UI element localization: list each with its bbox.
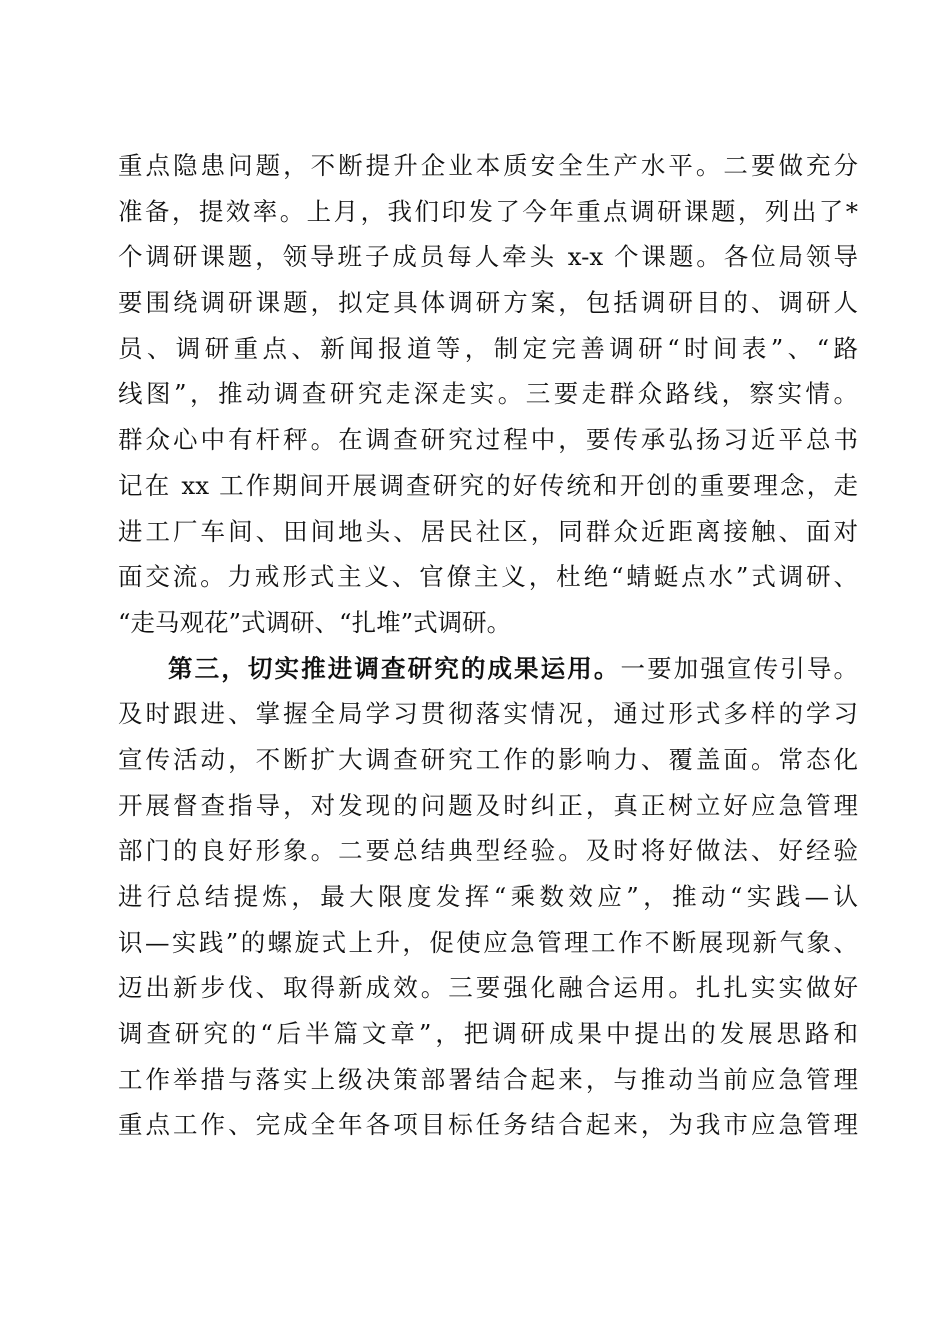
text-line: 群众心中有杆秤。在调查研究过程中，要传承弘扬习近平总书 [118,425,858,455]
paragraph-2 [118,646,858,1149]
heading-line-rest: 一要加强宣传引导。 [620,653,858,683]
text-line: 迈出新步伐、取得新成效。三要强化融合运用。扎扎实实做好 [118,973,858,1003]
text-line: 要围绕调研课题，拟定具体调研方案，包括调研目的、调研人 [118,288,858,318]
text-line: 及时跟进、掌握全局学习贯彻落实情况，通过形式多样的学习 [118,699,858,729]
text-line: 个调研课题，领导班子成员每人牵头 x-x 个课题。各位局领导 [118,242,858,272]
text-line: 进工厂车间、田间地头、居民社区，同群众近距离接触、面对 [118,516,858,546]
text-line: “走马观花”式调研、“扎堆”式调研。 [118,607,512,637]
text-line: 员、调研重点、新闻报道等，制定完善调研“时间表”、“路 [118,333,858,363]
paragraph-1 [118,143,858,646]
text-line: 调查研究的“后半篇文章”，把调研成果中提出的发展思路和 [118,1019,858,1049]
text-line: 部门的良好形象。二要总结典型经验。及时将好做法、好经验 [118,836,858,866]
text-line: 进行总结提炼，最大限度发挥“乘数效应”，推动“实践—认 [118,882,858,911]
text-line: 准备，提效率。上月，我们印发了今年重点调研课题，列出了* [118,196,858,226]
text-line: 重点工作、完成全年各项目标任务结合起来，为我市应急管理 [118,1110,858,1140]
text-line: 工作举措与落实上级决策部署结合起来，与推动当前应急管理 [118,1064,858,1094]
text-line: 面交流。力戒形式主义、官僚主义，杜绝“蜻蜓点水”式调研、 [118,562,858,592]
text-line: 宣传活动，不断扩大调查研究工作的影响力、覆盖面。常态化 [118,744,858,774]
text-line: 重点隐患问题，不断提升企业本质安全生产水平。二要做充分 [118,151,858,180]
text-line: 记在 xx 工作期间开展调查研究的好传统和开创的重要理念，走 [118,470,858,500]
paragraph-first-line [118,646,858,692]
section-heading: 第三，切实推进调查研究的成果运用。 [168,653,621,683]
text-line: 识—实践”的螺旋式上升，促使应急管理工作不断展现新气象、 [118,927,858,957]
body-text [118,143,858,1148]
text-line: 开展督查指导，对发现的问题及时纠正，真正树立好应急管理 [118,790,858,820]
text-line: 线图”，推动调查研究走深走实。三要走群众路线，察实情。 [118,379,858,409]
